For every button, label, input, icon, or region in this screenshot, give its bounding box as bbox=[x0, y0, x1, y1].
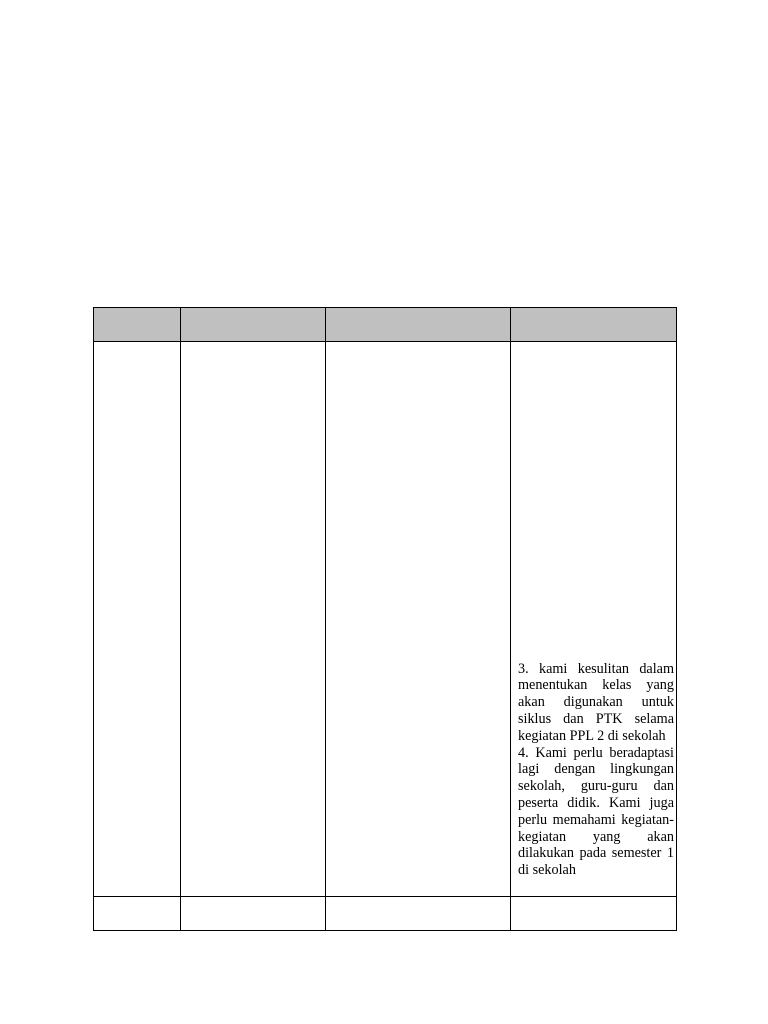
table-cell bbox=[181, 897, 326, 931]
table-cell bbox=[181, 342, 326, 897]
table-cell bbox=[511, 897, 677, 931]
problem-item-4: 4. Kami perlu beradaptasi lagi dengan lingkungan sekolah, guru-guru dan peserta didik. Kami juga perlu memahami kegiatan-kegiatan yang akan dilakukan pada semester 1 di sekolah bbox=[518, 744, 674, 879]
table-cell bbox=[94, 897, 181, 931]
header-cell-2 bbox=[181, 308, 326, 342]
problems-text bbox=[511, 661, 676, 896]
header-cell-1 bbox=[94, 308, 181, 342]
report-table bbox=[93, 307, 677, 931]
table-cell bbox=[326, 897, 511, 931]
table-cell bbox=[326, 342, 511, 897]
table-row bbox=[94, 342, 677, 897]
table-row bbox=[94, 897, 677, 931]
header-cell-3 bbox=[326, 308, 511, 342]
table-header-row bbox=[94, 308, 677, 342]
problem-item-3: 3. kami kesulitan dalam menentukan kelas yang akan digunakan untuk siklus dan PTK selama kegiatan PPL 2 di sekolah bbox=[518, 660, 674, 744]
table-cell bbox=[94, 342, 181, 897]
header-cell-4 bbox=[511, 308, 677, 342]
problems-cell bbox=[511, 342, 677, 897]
